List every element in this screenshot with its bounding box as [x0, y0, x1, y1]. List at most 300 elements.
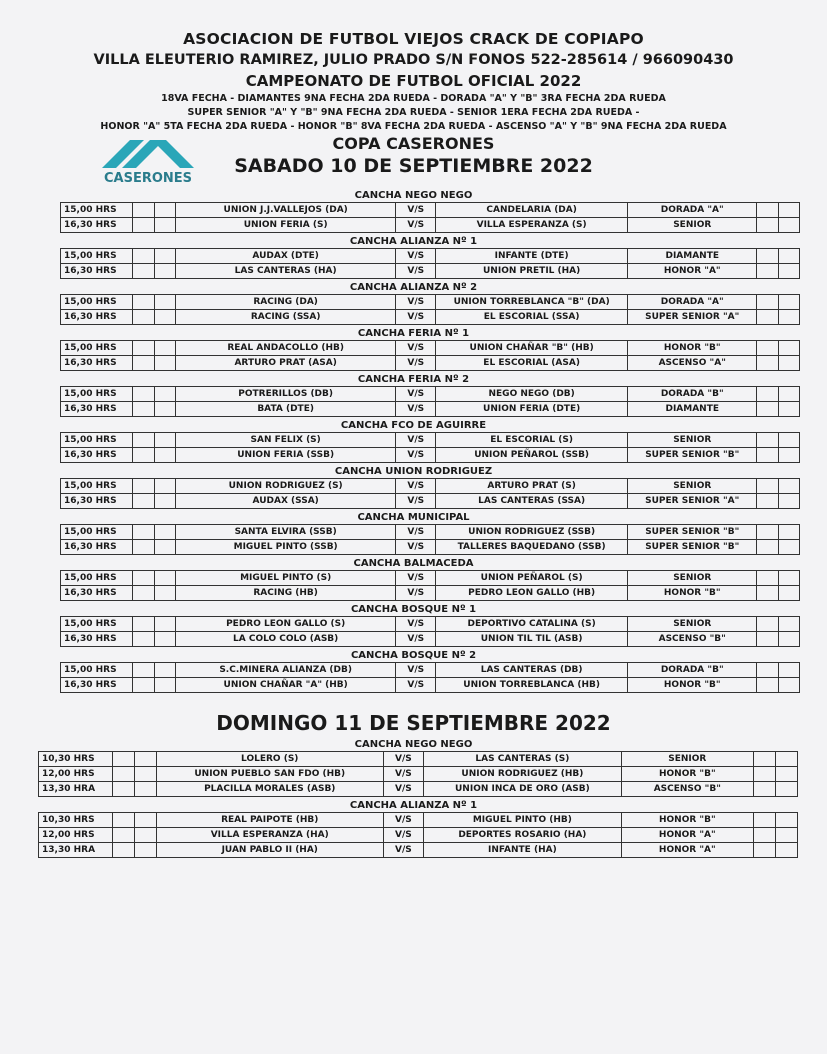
score-box — [154, 571, 175, 586]
match-row — [61, 203, 800, 218]
versus: V/S — [383, 828, 424, 843]
away-team: UNION PRETIL (HA) — [436, 264, 628, 279]
venue-title: CANCHA FERIA Nº 1 — [357, 328, 470, 339]
match-time: 16,30 HRS — [61, 540, 133, 555]
score-box — [757, 586, 778, 601]
versus: V/S — [396, 433, 436, 448]
score-box — [757, 341, 778, 356]
match-row — [61, 402, 800, 417]
score-box — [154, 402, 175, 417]
match-time: 13,30 HRA — [39, 843, 113, 858]
score-box — [133, 356, 154, 371]
home-team: UNION FERIA (S) — [175, 218, 396, 233]
match-time: 16,30 HRS — [61, 632, 133, 647]
score-box — [113, 813, 135, 828]
score-box — [133, 663, 154, 678]
score-box — [757, 448, 778, 463]
score-box — [778, 540, 799, 555]
home-team: UNION PUEBLO SAN FDO (HB) — [156, 767, 383, 782]
category: SENIOR — [628, 218, 757, 233]
score-box — [133, 525, 154, 540]
versus: V/S — [396, 571, 436, 586]
away-team: LAS CANTERAS (DB) — [436, 663, 628, 678]
match-time: 15,00 HRS — [61, 663, 133, 678]
match-time: 15,00 HRS — [61, 341, 133, 356]
away-team: UNION TORREBLANCA "B" (DA) — [436, 295, 628, 310]
match-time: 16,30 HRS — [61, 218, 133, 233]
championship-title: CAMPEONATO DE FUTBOL OFICIAL 2022 — [245, 72, 582, 90]
venue-title: CANCHA FERIA Nº 2 — [357, 374, 470, 385]
match-row — [61, 617, 800, 632]
home-team: POTRERILLOS (DB) — [175, 387, 396, 402]
score-box — [754, 813, 776, 828]
category: SENIOR — [628, 479, 757, 494]
match-row — [61, 387, 800, 402]
away-team: UNION INCA DE ORO (ASB) — [424, 782, 621, 797]
score-box — [778, 341, 799, 356]
score-box — [154, 341, 175, 356]
score-box — [154, 586, 175, 601]
score-box — [133, 249, 154, 264]
match-row — [61, 632, 800, 647]
score-box — [135, 828, 157, 843]
venue-title: CANCHA NEGO NEGO — [354, 739, 473, 750]
score-box — [757, 540, 778, 555]
score-box — [133, 402, 154, 417]
versus: V/S — [383, 843, 424, 858]
score-box — [154, 433, 175, 448]
score-box — [757, 494, 778, 509]
score-box — [778, 525, 799, 540]
match-time: 10,30 HRS — [39, 752, 113, 767]
score-box — [778, 264, 799, 279]
home-team: RACING (SSA) — [175, 310, 396, 325]
score-box — [778, 586, 799, 601]
category: SENIOR — [621, 752, 754, 767]
category: DORADA "B" — [628, 663, 757, 678]
score-box — [776, 828, 798, 843]
score-box — [757, 402, 778, 417]
away-team: NEGO NEGO (DB) — [436, 387, 628, 402]
score-box — [776, 813, 798, 828]
sunday-schedule — [0, 739, 827, 858]
score-box — [778, 663, 799, 678]
score-box — [757, 264, 778, 279]
match-table — [60, 662, 800, 693]
score-box — [133, 218, 154, 233]
match-table — [60, 202, 800, 233]
away-team: UNION RODRIGUEZ (SSB) — [436, 525, 628, 540]
away-team: INFANTE (DTE) — [436, 249, 628, 264]
score-box — [133, 540, 154, 555]
score-box — [757, 663, 778, 678]
score-box — [778, 356, 799, 371]
away-team: PEDRO LEON GALLO (HB) — [436, 586, 628, 601]
versus: V/S — [396, 479, 436, 494]
score-box — [113, 843, 135, 858]
versus: V/S — [383, 752, 424, 767]
score-box — [154, 617, 175, 632]
match-row — [61, 448, 800, 463]
caserones-logo — [100, 132, 230, 184]
match-table — [60, 570, 800, 601]
home-team: UNION FERIA (SSB) — [175, 448, 396, 463]
association-name: ASOCIACION DE FUTBOL VIEJOS CRACK DE COPIAPO — [183, 30, 644, 48]
score-box — [133, 203, 154, 218]
home-team: RACING (HB) — [175, 586, 396, 601]
home-team: JUAN PABLO II (HA) — [156, 843, 383, 858]
match-row — [61, 341, 800, 356]
match-table — [60, 478, 800, 509]
versus: V/S — [396, 203, 436, 218]
home-team: UNION J.J.VALLEJOS (DA) — [175, 203, 396, 218]
match-time: 16,30 HRS — [61, 402, 133, 417]
score-box — [154, 203, 175, 218]
score-box — [154, 218, 175, 233]
match-table — [60, 294, 800, 325]
match-table — [60, 524, 800, 555]
versus: V/S — [396, 295, 436, 310]
match-row — [61, 494, 800, 509]
round-info-2: SUPER SENIOR "A" Y "B" 9NA FECHA 2DA RUEDA - SENIOR 1ERA FECHA 2DA RUEDA - — [187, 107, 640, 118]
versus: V/S — [396, 663, 436, 678]
score-box — [754, 752, 776, 767]
match-row — [39, 813, 798, 828]
versus: V/S — [396, 540, 436, 555]
home-team: SANTA ELVIRA (SSB) — [175, 525, 396, 540]
venue-title: CANCHA MUNICIPAL — [357, 512, 470, 523]
away-team: EL ESCORIAL (S) — [436, 433, 628, 448]
score-box — [778, 433, 799, 448]
away-team: EL ESCORIAL (ASA) — [436, 356, 628, 371]
category: HONOR "B" — [628, 586, 757, 601]
score-box — [757, 617, 778, 632]
versus: V/S — [383, 767, 424, 782]
score-box — [757, 249, 778, 264]
round-info-3: HONOR "A" 5TA FECHA 2DA RUEDA - HONOR "B" 8VA FECHA 2DA RUEDA - ASCENSO "A" Y "B" 9NA FECHA 2DA RUEDA — [100, 121, 727, 132]
score-box — [776, 767, 798, 782]
category: SUPER SENIOR "B" — [628, 540, 757, 555]
versus: V/S — [396, 402, 436, 417]
category: SENIOR — [628, 433, 757, 448]
score-box — [778, 632, 799, 647]
score-box — [133, 341, 154, 356]
home-team: AUDAX (DTE) — [175, 249, 396, 264]
score-box — [757, 678, 778, 693]
match-time: 12,00 HRS — [39, 767, 113, 782]
home-team: MIGUEL PINTO (S) — [175, 571, 396, 586]
away-team: UNION FERIA (DTE) — [436, 402, 628, 417]
venue-title: CANCHA ALIANZA Nº 2 — [349, 282, 478, 293]
category: HONOR "A" — [628, 264, 757, 279]
match-row — [61, 356, 800, 371]
score-box — [154, 678, 175, 693]
away-team: UNION TIL TIL (ASB) — [436, 632, 628, 647]
match-table — [60, 432, 800, 463]
away-team: DEPORTES ROSARIO (HA) — [424, 828, 621, 843]
score-box — [113, 782, 135, 797]
score-box — [778, 203, 799, 218]
away-team: LAS CANTERAS (S) — [424, 752, 621, 767]
home-team: MIGUEL PINTO (SSB) — [175, 540, 396, 555]
match-time: 10,30 HRS — [39, 813, 113, 828]
match-time: 16,30 HRS — [61, 264, 133, 279]
category: SUPER SENIOR "B" — [628, 448, 757, 463]
match-table — [60, 340, 800, 371]
score-box — [133, 632, 154, 647]
home-team: RACING (DA) — [175, 295, 396, 310]
match-row — [39, 782, 798, 797]
home-team: AUDAX (SSA) — [175, 494, 396, 509]
home-team: REAL PAIPOTE (HB) — [156, 813, 383, 828]
score-box — [754, 828, 776, 843]
versus: V/S — [396, 525, 436, 540]
match-time: 13,30 HRA — [39, 782, 113, 797]
score-box — [133, 295, 154, 310]
score-box — [133, 678, 154, 693]
away-team: UNION RODRIGUEZ (HB) — [424, 767, 621, 782]
category: HONOR "A" — [621, 828, 754, 843]
category: SENIOR — [628, 617, 757, 632]
score-box — [778, 295, 799, 310]
home-team: BATA (DTE) — [175, 402, 396, 417]
home-team: LOLERO (S) — [156, 752, 383, 767]
score-box — [154, 264, 175, 279]
score-box — [776, 782, 798, 797]
match-table — [38, 812, 798, 858]
away-team: CANDELARIA (DA) — [436, 203, 628, 218]
score-box — [757, 295, 778, 310]
match-row — [61, 218, 800, 233]
score-box — [778, 218, 799, 233]
score-box — [135, 767, 157, 782]
match-time: 16,30 HRS — [61, 356, 133, 371]
score-box — [778, 310, 799, 325]
score-box — [757, 632, 778, 647]
home-team: VILLA ESPERANZA (HA) — [156, 828, 383, 843]
score-box — [776, 752, 798, 767]
venue-title: CANCHA ALIANZA Nº 1 — [349, 236, 478, 247]
venue-title: CANCHA FCO DE AGUIRRE — [340, 420, 487, 431]
logo-wordmark: CASERONES — [104, 171, 193, 184]
score-box — [113, 828, 135, 843]
score-box — [113, 752, 135, 767]
score-box — [754, 843, 776, 858]
score-box — [154, 387, 175, 402]
match-row — [39, 752, 798, 767]
score-box — [757, 387, 778, 402]
score-box — [778, 249, 799, 264]
match-row — [61, 295, 800, 310]
match-table — [60, 248, 800, 279]
away-team: UNION PEÑAROL (SSB) — [436, 448, 628, 463]
versus: V/S — [396, 494, 436, 509]
match-row — [61, 479, 800, 494]
match-time: 16,30 HRS — [61, 310, 133, 325]
sunday-date: DOMINGO 11 DE SEPTIEMBRE 2022 — [216, 711, 611, 735]
category: ASCENSO "B" — [621, 782, 754, 797]
versus: V/S — [396, 356, 436, 371]
score-box — [133, 617, 154, 632]
score-box — [778, 494, 799, 509]
document-header — [0, 30, 827, 186]
saturday-date: SABADO 10 DE SEPTIEMBRE 2022 — [234, 155, 593, 177]
versus: V/S — [396, 678, 436, 693]
score-box — [778, 571, 799, 586]
category: DIAMANTE — [628, 249, 757, 264]
home-team: S.C.MINERA ALIANZA (DB) — [175, 663, 396, 678]
match-row — [61, 678, 800, 693]
score-box — [133, 387, 154, 402]
match-time: 15,00 HRS — [61, 571, 133, 586]
home-team: LAS CANTERAS (HA) — [175, 264, 396, 279]
match-row — [61, 310, 800, 325]
score-box — [776, 843, 798, 858]
score-box — [135, 782, 157, 797]
category: HONOR "B" — [621, 767, 754, 782]
score-box — [133, 494, 154, 509]
score-box — [757, 433, 778, 448]
versus: V/S — [396, 448, 436, 463]
away-team: UNION CHAÑAR "B" (HB) — [436, 341, 628, 356]
score-box — [133, 433, 154, 448]
away-team: VILLA ESPERANZA (S) — [436, 218, 628, 233]
score-box — [778, 617, 799, 632]
score-box — [154, 295, 175, 310]
home-team: UNION RODRIGUEZ (S) — [175, 479, 396, 494]
away-team: MIGUEL PINTO (HB) — [424, 813, 621, 828]
category: DORADA "B" — [628, 387, 757, 402]
category: SUPER SENIOR "A" — [628, 310, 757, 325]
versus: V/S — [396, 310, 436, 325]
versus: V/S — [396, 387, 436, 402]
category: HONOR "B" — [621, 813, 754, 828]
away-team: LAS CANTERAS (SSA) — [436, 494, 628, 509]
score-box — [113, 767, 135, 782]
category: DORADA "A" — [628, 203, 757, 218]
versus: V/S — [396, 218, 436, 233]
score-box — [757, 310, 778, 325]
venue-title: CANCHA BOSQUE Nº 2 — [350, 650, 477, 661]
match-row — [61, 433, 800, 448]
score-box — [757, 525, 778, 540]
home-team: SAN FELIX (S) — [175, 433, 396, 448]
away-team: UNION TORREBLANCA (HB) — [436, 678, 628, 693]
match-time: 16,30 HRS — [61, 448, 133, 463]
away-team: UNION PEÑAROL (S) — [436, 571, 628, 586]
match-table — [60, 616, 800, 647]
match-row — [39, 767, 798, 782]
match-time: 15,00 HRS — [61, 249, 133, 264]
away-team: INFANTE (HA) — [424, 843, 621, 858]
venue-title: CANCHA UNION RODRIGUEZ — [334, 466, 493, 477]
match-row — [61, 249, 800, 264]
away-team: TALLERES BAQUEDANO (SSB) — [436, 540, 628, 555]
match-table — [60, 386, 800, 417]
score-box — [757, 203, 778, 218]
score-box — [778, 448, 799, 463]
score-box — [154, 356, 175, 371]
score-box — [154, 663, 175, 678]
score-box — [778, 402, 799, 417]
versus: V/S — [396, 249, 436, 264]
score-box — [135, 752, 157, 767]
match-row — [61, 540, 800, 555]
match-time: 15,00 HRS — [61, 617, 133, 632]
home-team: UNION CHAÑAR "A" (HB) — [175, 678, 396, 693]
association-address: VILLA ELEUTERIO RAMIREZ, JULIO PRADO S/N FONOS 522-285614 / 966090430 — [93, 52, 734, 68]
category: SUPER SENIOR "B" — [628, 525, 757, 540]
score-box — [133, 310, 154, 325]
away-team: EL ESCORIAL (SSA) — [436, 310, 628, 325]
score-box — [154, 632, 175, 647]
score-box — [778, 479, 799, 494]
category: SENIOR — [628, 571, 757, 586]
match-time: 16,30 HRS — [61, 678, 133, 693]
versus: V/S — [383, 782, 424, 797]
home-team: PEDRO LEON GALLO (S) — [175, 617, 396, 632]
score-box — [754, 782, 776, 797]
score-box — [757, 479, 778, 494]
match-time: 15,00 HRS — [61, 203, 133, 218]
versus: V/S — [383, 813, 424, 828]
match-row — [61, 663, 800, 678]
versus: V/S — [396, 617, 436, 632]
match-row — [39, 843, 798, 858]
category: HONOR "B" — [628, 678, 757, 693]
score-box — [154, 249, 175, 264]
score-box — [754, 767, 776, 782]
score-box — [757, 571, 778, 586]
score-box — [154, 494, 175, 509]
home-team: REAL ANDACOLLO (HB) — [175, 341, 396, 356]
score-box — [154, 525, 175, 540]
score-box — [154, 310, 175, 325]
score-box — [133, 571, 154, 586]
score-box — [133, 448, 154, 463]
versus: V/S — [396, 632, 436, 647]
cup-title: COPA CASERONES — [332, 134, 495, 153]
category: HONOR "B" — [628, 341, 757, 356]
versus: V/S — [396, 264, 436, 279]
match-time: 15,00 HRS — [61, 295, 133, 310]
score-box — [133, 479, 154, 494]
away-team: ARTURO PRAT (S) — [436, 479, 628, 494]
venue-title: CANCHA BALMACEDA — [353, 558, 474, 569]
category: ASCENSO "B" — [628, 632, 757, 647]
match-table — [38, 751, 798, 797]
versus: V/S — [396, 341, 436, 356]
match-row — [61, 525, 800, 540]
venue-title: CANCHA NEGO NEGO — [354, 190, 473, 201]
score-box — [778, 678, 799, 693]
score-box — [757, 218, 778, 233]
home-team: ARTURO PRAT (ASA) — [175, 356, 396, 371]
venue-title: CANCHA ALIANZA Nº 1 — [349, 800, 478, 811]
category: HONOR "A" — [621, 843, 754, 858]
score-box — [135, 813, 157, 828]
venue-title: CANCHA BOSQUE Nº 1 — [350, 604, 477, 615]
match-row — [61, 571, 800, 586]
away-team: DEPORTIVO CATALINA (S) — [436, 617, 628, 632]
home-team: LA COLO COLO (ASB) — [175, 632, 396, 647]
match-time: 15,00 HRS — [61, 387, 133, 402]
match-time: 15,00 HRS — [61, 479, 133, 494]
home-team: PLACILLA MORALES (ASB) — [156, 782, 383, 797]
match-time: 15,00 HRS — [61, 433, 133, 448]
category: DORADA "A" — [628, 295, 757, 310]
score-box — [133, 264, 154, 279]
